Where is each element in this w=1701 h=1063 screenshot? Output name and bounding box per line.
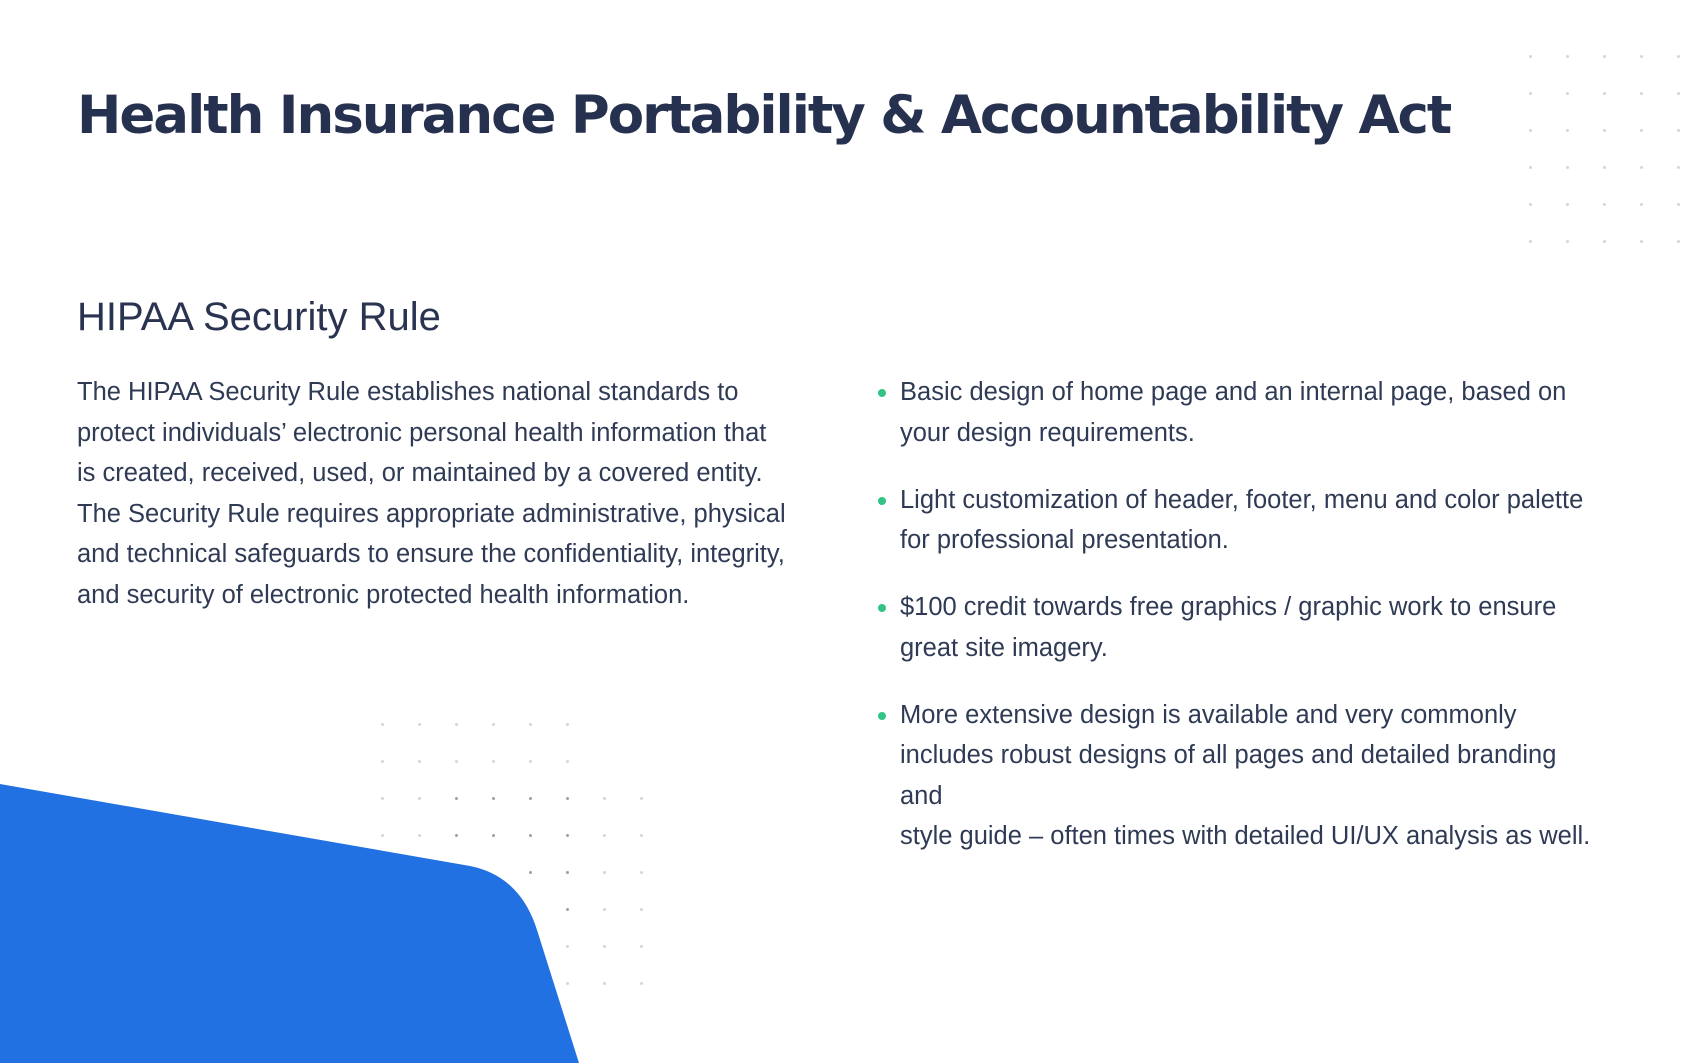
feature-line: More extensive design is available and very commonly — [900, 700, 1517, 729]
bullet-dot-icon — [878, 712, 886, 720]
page-title: Health Insurance Portability & Accountability Act — [77, 85, 1451, 146]
paragraph-line: The Security Rule requires appropriate administrative, physical — [77, 499, 786, 528]
paragraph-line: and security of electronic protected health information. — [77, 580, 690, 609]
feature-line: $100 credit towards free graphics / graphic work to ensure — [900, 593, 1557, 621]
feature-line: for professional presentation. — [900, 526, 1229, 554]
feature-line: your design requirements. — [900, 418, 1195, 447]
paragraph-line: The HIPAA Security Rule establishes national standards to — [77, 378, 739, 406]
section-heading: HIPAA Security Rule — [77, 295, 441, 339]
feature-item — [878, 695, 1658, 857]
bullet-dot-icon — [878, 497, 886, 505]
paragraph-line: protect individuals’ electronic personal health information that — [77, 418, 767, 447]
feature-item — [878, 480, 1658, 561]
feature-line: style guide – often times with detailed UI/UX analysis as well. — [900, 822, 1591, 850]
feature-line: great site imagery. — [900, 633, 1108, 662]
bullet-dot-icon — [878, 389, 886, 397]
feature-list — [878, 372, 1658, 883]
intro-paragraph — [77, 372, 837, 615]
feature-line: Basic design of home page and an internal page, based on — [900, 378, 1567, 406]
dot-grid-bottom — [381, 723, 644, 986]
feature-line: and — [900, 781, 943, 810]
feature-item — [878, 372, 1658, 453]
dot-grid-top-right — [1529, 55, 1681, 244]
paragraph-line: and technical safeguards to ensure the confidentiality, integrity, — [77, 540, 785, 568]
feature-line: includes robust designs of all pages and detailed branding — [900, 741, 1557, 769]
feature-item — [878, 587, 1658, 668]
feature-line: Light customization of header, footer, menu and color palette — [900, 485, 1584, 514]
bullet-dot-icon — [878, 604, 886, 612]
paragraph-line: is created, received, used, or maintained by a covered entity. — [77, 459, 763, 487]
